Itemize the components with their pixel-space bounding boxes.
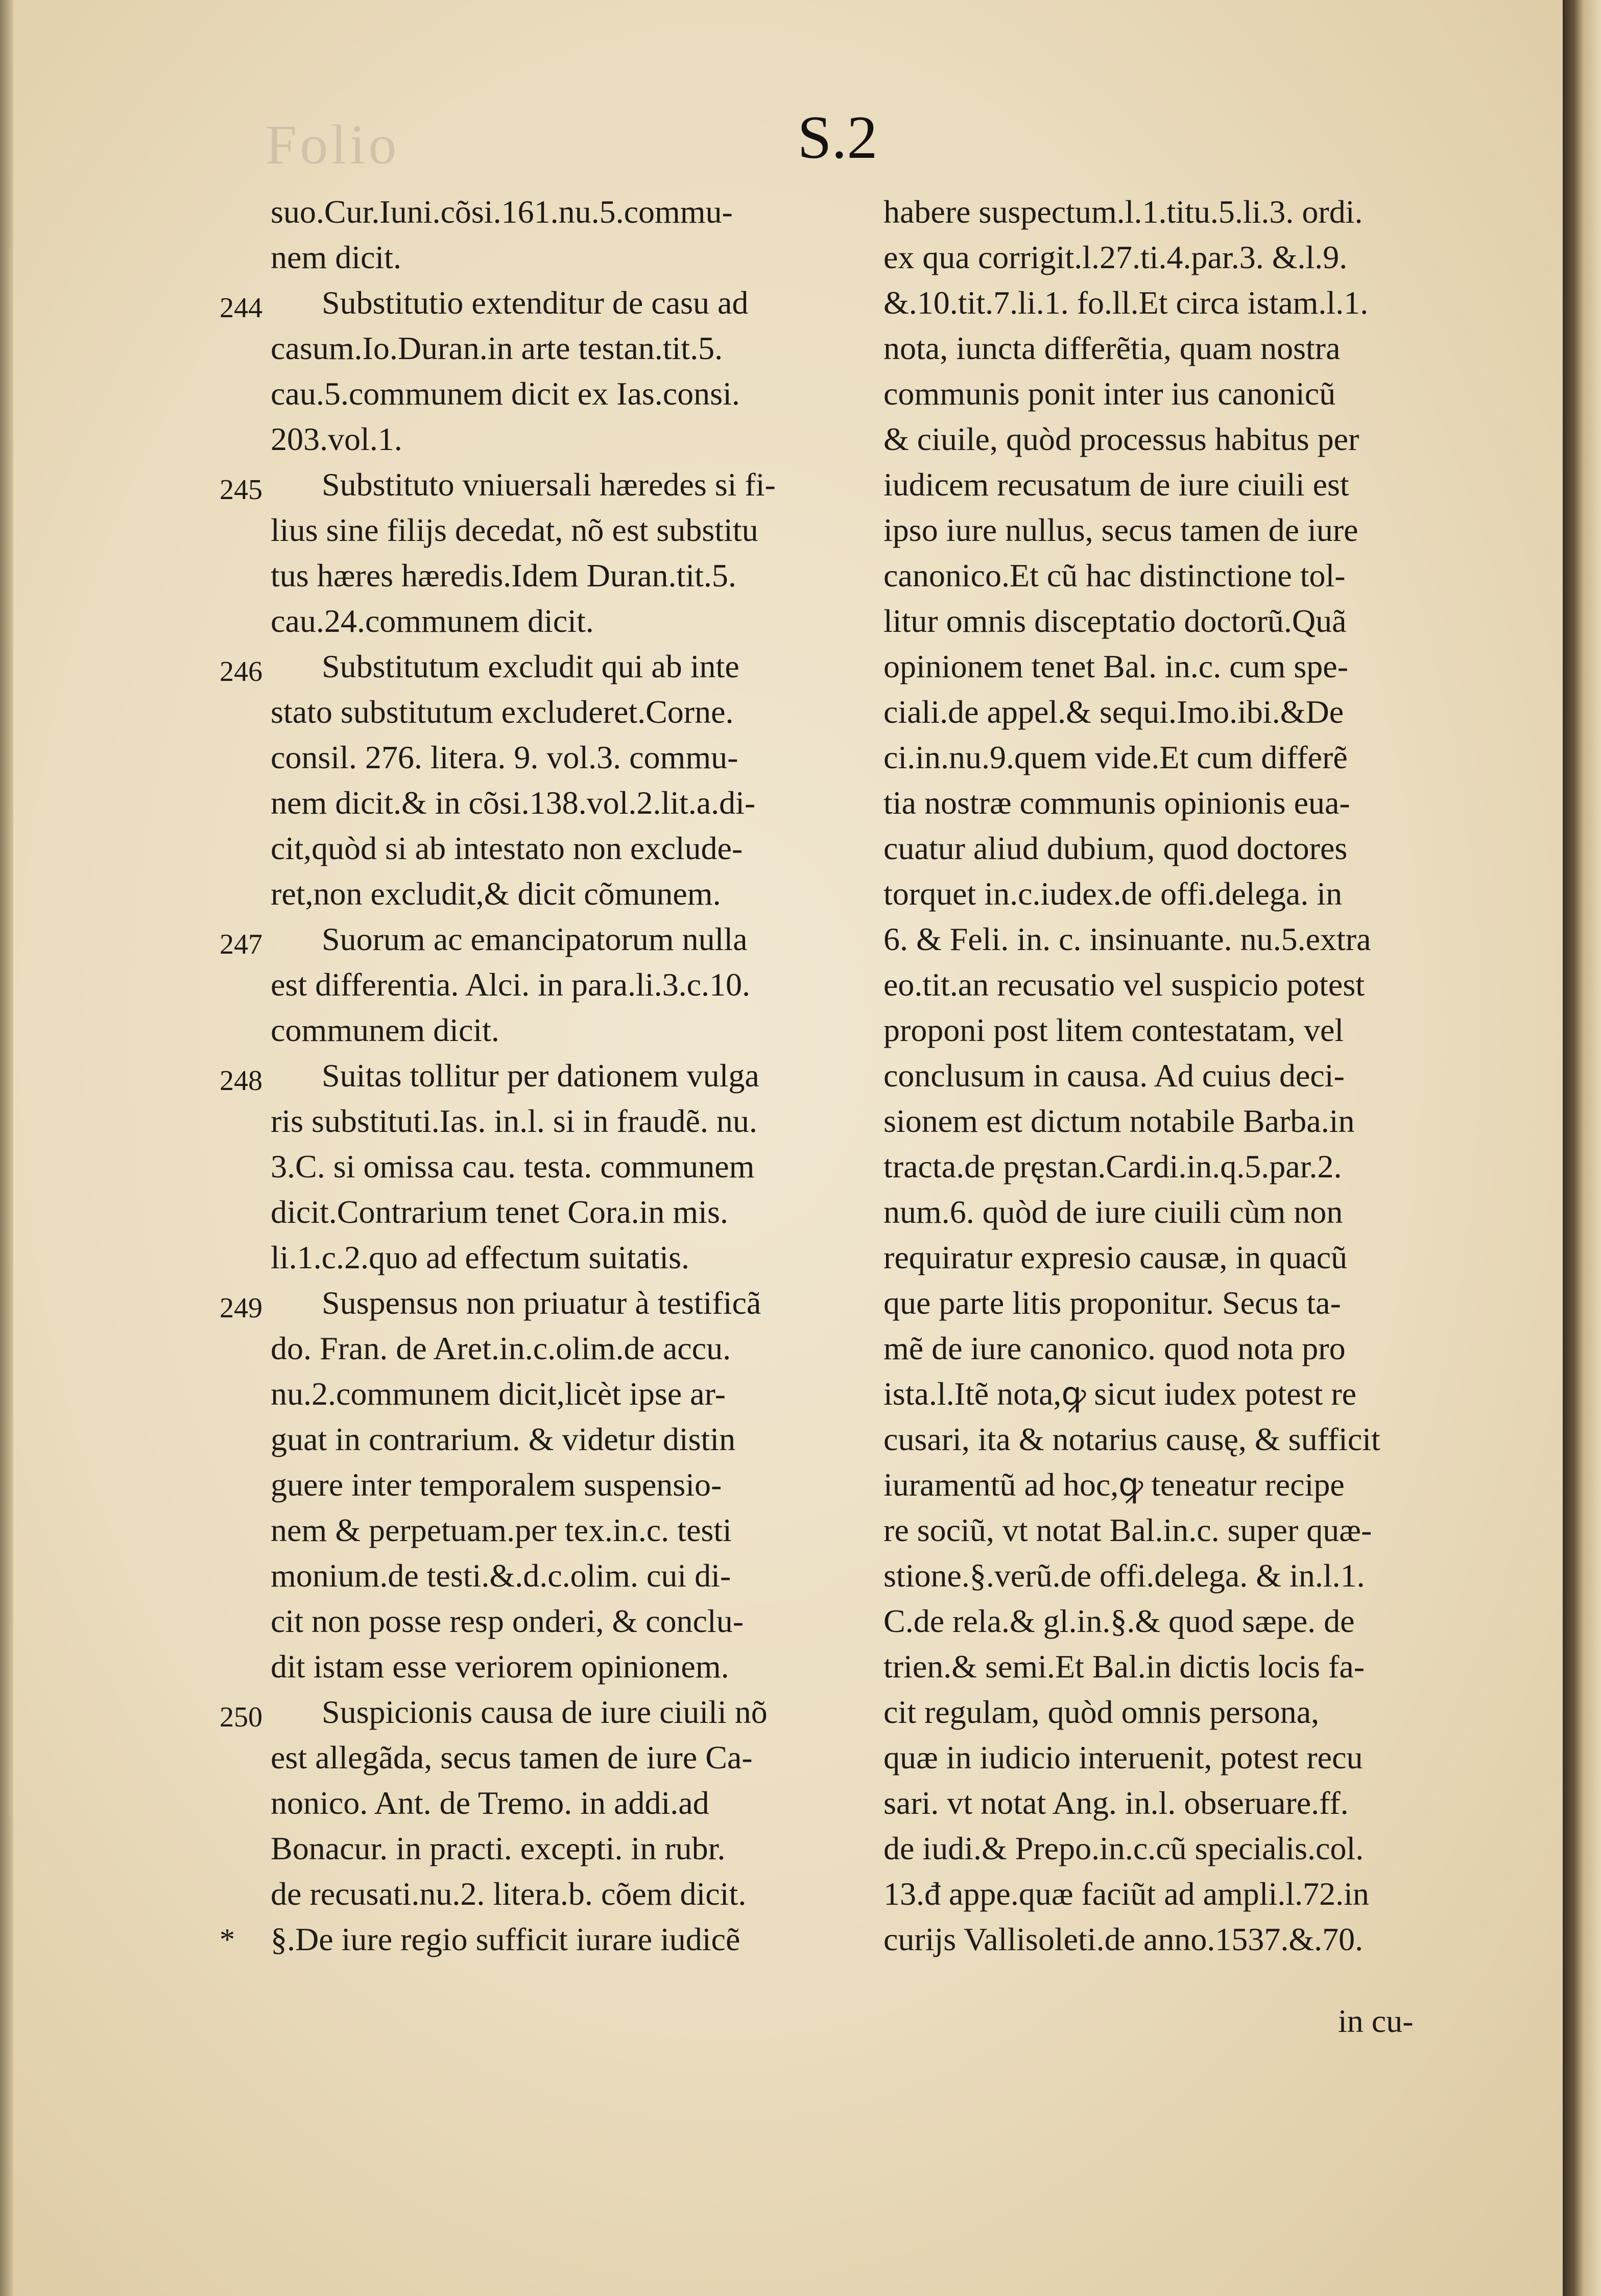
entry-number: 249 [220,1292,262,1324]
text-line: Suspensus non priuatur à testificã [322,1285,761,1321]
text-line: nem dicit. [271,239,401,275]
text-line: opinionem tenet Bal. in.c. cum spe- [883,648,1348,684]
text-line: guat in contrarium. & videtur distin [271,1421,736,1457]
text-line: iudicem recusatum de iure ciuili est [883,466,1349,503]
text-line: curijs Vallisoleti.de anno.1537.&.70. [883,1921,1364,1957]
book-gutter-edge [1563,0,1601,2296]
text-line: stione.§.verũ.de offi.delega. & in.l.1. [883,1557,1365,1594]
text-line: trien.& semi.Et Bal.in dictis locis fa- [883,1648,1365,1685]
star-mark: * [220,1923,235,1956]
text-line: nu.2.communem dicit,licèt ipse ar- [271,1376,726,1412]
text-line: &.10.tit.7.li.1. fo.ll.Et circa istam.l.1. [883,285,1369,321]
text-line: ipso iure nullus, secus tamen de iure [883,512,1358,548]
text-line: tia nostræ communis opinionis eua- [883,785,1350,821]
text-line: de iudi.& Prepo.in.c.cũ specialis.col. [883,1830,1364,1866]
text-line: C.de rela.& gl.in.§.& quod sæpe. de [883,1603,1355,1639]
text-line: 13.đ appe.quæ faciũt ad ampli.l.72.in [883,1876,1369,1912]
text-line: nonico. Ant. de Tremo. in addi.ad [271,1785,709,1821]
text-line: casum.Io.Duran.in arte testan.tit.5. [271,330,723,366]
entry-number: 245 [220,474,262,506]
text-line: torquet in.c.iudex.de offi.delega. in [883,875,1343,912]
bleed-through-text: Folio [266,113,400,176]
text-line: Substituto vniuersali hæredes si fi- [322,466,776,503]
signature-mark: S.2 [797,103,878,171]
text-line: num.6. quòd de iure ciuili cùm non [883,1194,1343,1230]
text-line: quæ in iudicio interuenit, potest recu [883,1739,1363,1776]
text-line: cusari, ita & notarius causę, & sufficit [883,1421,1380,1457]
text-line: nem dicit.& in cõsi.138.vol.2.lit.a.di- [271,785,756,821]
text-line: Suspicionis causa de iure ciuili nõ [322,1694,768,1730]
text-line: cau.5.communem dicit ex Ias.consi. [271,375,740,412]
text-line: §.De iure regio sufficit iurare iudicẽ [271,1921,740,1957]
text-line: guere inter temporalem suspensio- [271,1466,722,1503]
text-line: li.1.c.2.quo ad effectum suitatis. [271,1239,689,1275]
text-line: monium.de testi.&.d.c.olim. cui di- [271,1557,731,1594]
text-line: Bonacur. in practi. excepti. in rubr. [271,1830,726,1866]
text-line: mẽ de iure canonico. quod nota pro [883,1330,1346,1366]
text-line: 3.C. si omissa cau. testa. communem [271,1148,755,1185]
text-line: & ciuile, quòd processus habitus per [883,421,1359,457]
text-line: ex qua corrigit.l.27.ti.4.par.3. &.l.9. [883,239,1348,275]
text-line: cuatur aliud dubium, quod doctores [883,830,1348,866]
text-line: dit istam esse veriorem opinionem. [271,1648,729,1685]
text-line: cit,quòd si ab intestato non exclude- [271,830,743,866]
text-line: habere suspectum.l.1.titu.5.li.3. ordi. [883,194,1363,230]
text-line: est differentia. Alci. in para.li.3.c.10. [271,966,750,1003]
text-line: est allegãda, secus tamen de iure Ca- [271,1739,753,1776]
entry-number: 246 [220,656,262,688]
text-line: consil. 276. litera. 9. vol.3. commu- [271,739,738,775]
text-line: sari. vt notat Ang. in.l. obseruare.ff. [883,1785,1349,1821]
text-line: iuramentũ ad hoc,ꝙ teneatur recipe [883,1466,1345,1503]
text-line: lius sine filijs decedat, nõ est substitu [271,512,758,548]
text-line: communis ponit inter ius canonicũ [883,375,1336,412]
text-line: Substitutum excludit qui ab inte [322,648,739,684]
text-line: ci.in.nu.9.quem vide.Et cum differẽ [883,739,1348,775]
text-line: Substitutio extenditur de casu ad [322,285,749,321]
text-line: cau.24.communem dicit. [271,603,594,639]
text-line: ris substituti.Ias. in.l. si in fraudẽ. nu. [271,1103,757,1139]
text-line: ista.l.Itẽ nota,ꝙ sicut iudex potest re [883,1376,1357,1412]
text-line: 203.vol.1. [271,421,402,457]
entry-number: 250 [220,1701,262,1733]
text-line: litur omnis disceptatio doctorũ.Quã [883,603,1347,639]
text-line: tracta.de pręstan.Cardi.in.q.5.par.2. [883,1148,1342,1185]
text-line: 6. & Feli. in. c. insinuante. nu.5.extra [883,921,1371,957]
text-line: cit non posse resp onderi, & conclu- [271,1603,744,1639]
catchword: in cu- [1338,2003,1414,2039]
text-line: dicit.Contrarium tenet Cora.in mis. [271,1194,728,1230]
entry-number: 248 [220,1065,262,1097]
text-line: de recusati.nu.2. litera.b. cõem dicit. [271,1876,747,1912]
text-line: nota, iuncta differẽtia, quam nostra [883,330,1341,366]
text-line: Suorum ac emancipatorum nulla [322,921,748,957]
text-line: nem & perpetuam.per tex.in.c. testi [271,1512,732,1548]
page-edge-left [0,0,13,2296]
text-line: conclusum in causa. Ad cuius deci- [883,1057,1345,1094]
entry-number: 247 [220,929,262,960]
text-line: do. Fran. de Aret.in.c.olim.de accu. [271,1330,731,1366]
text-line: sionem est dictum notabile Barba.in [883,1103,1355,1139]
text-line: eo.tit.an recusatio vel suspicio potest [883,966,1365,1003]
text-line: re sociũ, vt notat Bal.in.c. super quæ- [883,1512,1372,1548]
text-line: ciali.de appel.& sequi.Imo.ibi.&De [883,694,1344,730]
text-line: ret,non excludit,& dicit cõmunem. [271,875,721,912]
text-line: Suitas tollitur per dationem vulga [322,1057,759,1094]
text-line: tus hæres hæredis.Idem Duran.tit.5. [271,557,736,594]
text-line: canonico.Et cũ hac distinctione tol- [883,557,1346,594]
text-line: que parte litis proponitur. Secus ta- [883,1285,1341,1321]
text-line: suo.Cur.Iuni.cõsi.161.nu.5.commu- [271,194,733,230]
text-line: requiratur expresio causæ, in quacũ [883,1239,1348,1275]
text-line: stato substitutum excluderet.Corne. [271,694,734,730]
text-line: communem dicit. [271,1012,499,1048]
entry-number: 244 [220,292,262,324]
text-line: proponi post litem contestatam, vel [883,1012,1344,1048]
text-line: cit regulam, quòd omnis persona, [883,1694,1320,1730]
